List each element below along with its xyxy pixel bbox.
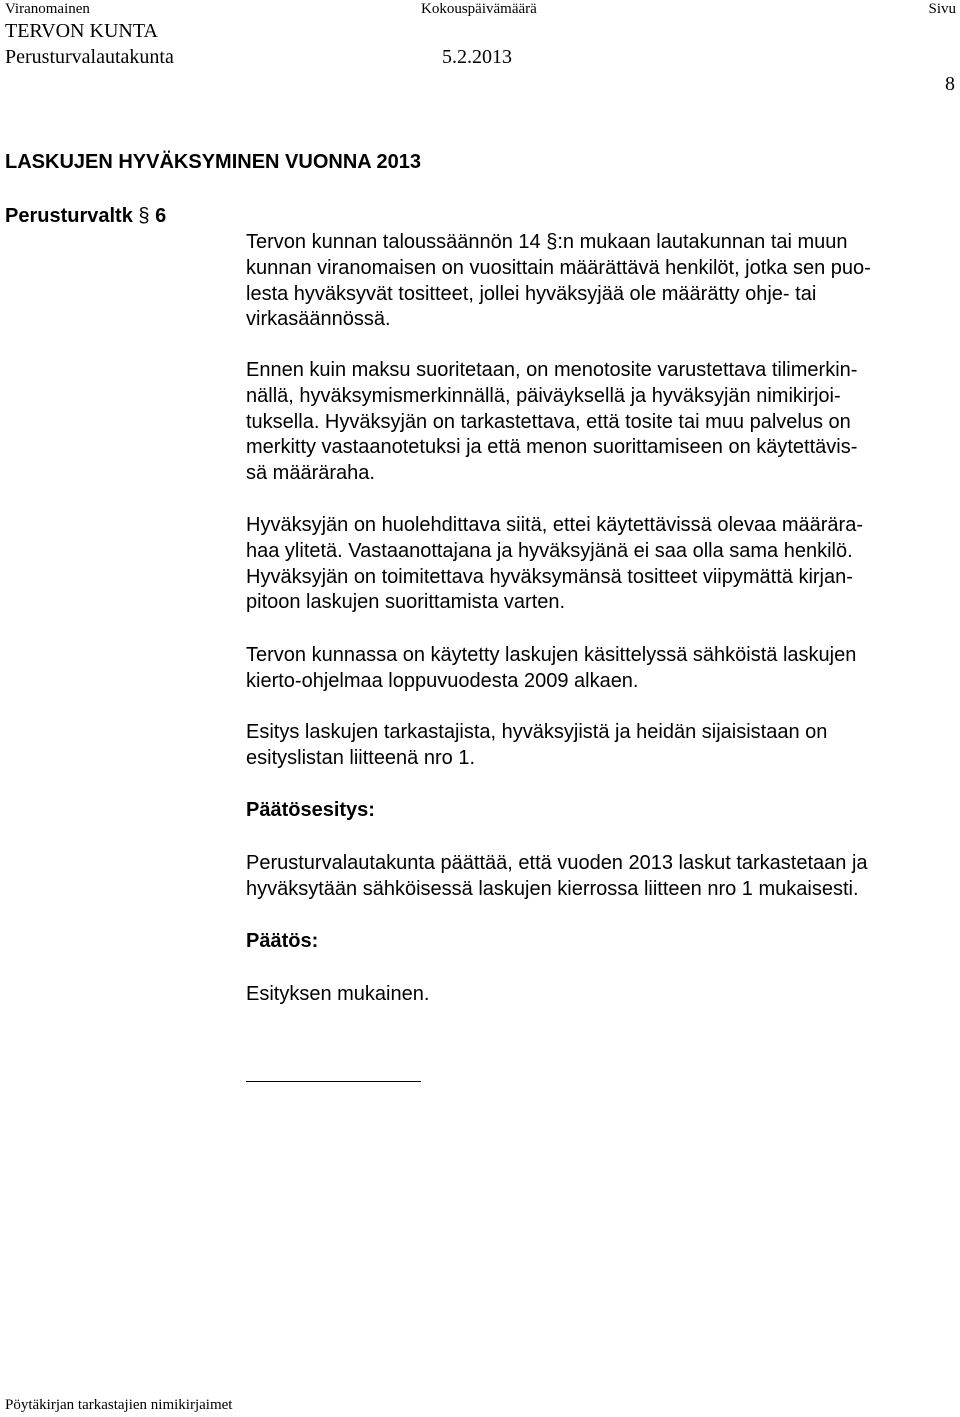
paragraph-line: kierto-ohjelmaa loppuvuodesta 2009 alkaen. [246,669,639,692]
paragraph-line: lesta hyväksyvät tositteet, jollei hyväksyjää ole määrätty ohje- tai [246,282,817,305]
paragraph-line: Perusturvalautakunta päättää, että vuoden 2013 laskut tarkastetaan ja [246,852,868,874]
paragraph-4 [246,643,946,695]
proposal-label: Päätösesitys: [246,799,375,821]
header-label-authority: Viranomainen [5,1,90,17]
paragraph-2 [246,358,946,487]
paragraph-line: sä määräraha. [246,462,375,485]
meeting-date: 5.2.2013 [442,46,512,68]
header-label-page: Sivu [928,1,956,17]
footer-initials-label: Pöytäkirjan tarkastajien nimikirjaimet [5,1397,233,1413]
paragraph-line: Hyväksyjän on huolehdittava siitä, ettei käytettävissä olevaa määrära- [246,514,863,536]
authority-name: Perusturvalautakunta [5,46,174,68]
paragraph-line: Ennen kuin maksu suoritetaan, on menotosite varustettava tilimerkin- [246,359,858,381]
proposal-text [246,851,946,903]
header-label-meeting-date: Kokouspäivämäärä [421,1,537,17]
paragraph-line: virkasäännössä. [246,308,391,331]
paragraph-line: Tervon kunnassa on käytetty laskujen käsittelyssä sähköistä laskujen [246,644,857,666]
document-heading: LASKUJEN HYVÄKSYMINEN VUONNA 2013 [5,151,422,173]
paragraph-line: tuksella. Hyväksyjän on tarkastettava, että tosite tai muu palvelus on [246,410,851,433]
paragraph-line: Tervon kunnan taloussäännön 14 §:n mukaan lautakunnan tai muun [246,231,848,253]
paragraph-line: Esityksen mukainen. [246,983,430,1005]
section-symbol: § [138,205,150,227]
paragraph-line: haa ylitetä. Vastaanottajana ja hyväksyjänä ei saa olla sama henkilö. [246,539,853,562]
paragraph-line: pitoon laskujen suorittamista varten. [246,591,566,614]
paragraph-line: nällä, hyväksymismerkinnällä, päiväyksellä ja hyväksyjän nimikirjoi- [246,384,841,407]
decision-label: Päätös: [246,930,319,952]
closing-rule [246,1081,421,1082]
decision-text [246,982,946,1008]
paragraph-5 [246,720,946,772]
paragraph-line: esityslistan liitteenä nro 1. [246,746,476,769]
paragraph-line: Esitys laskujen tarkastajista, hyväksyjistä ja heidän sijaisistaan on [246,721,828,743]
section-reference [5,205,166,228]
paragraph-line: Hyväksyjän on toimitettava hyväksymänsä tositteet viipymättä kirjan- [246,565,853,588]
paragraph-line: merkitty vastaanotetuksi ja että menon suorittamiseen on käytettävis- [246,436,858,459]
paragraph-line: hyväksytään sähköisessä laskujen kierrossa liitteen nro 1 mukaisesti. [246,877,859,900]
paragraph-1 [246,230,946,333]
paragraph-3 [246,513,946,616]
page-number: 8 [945,73,955,95]
section-label: Perusturvaltk [5,205,133,227]
organization-name: TERVON KUNTA [5,20,158,42]
paragraph-line: kunnan viranomaisen on vuosittain määrättävä henkilöt, jotka sen puo- [246,256,871,279]
section-number: 6 [155,205,167,227]
